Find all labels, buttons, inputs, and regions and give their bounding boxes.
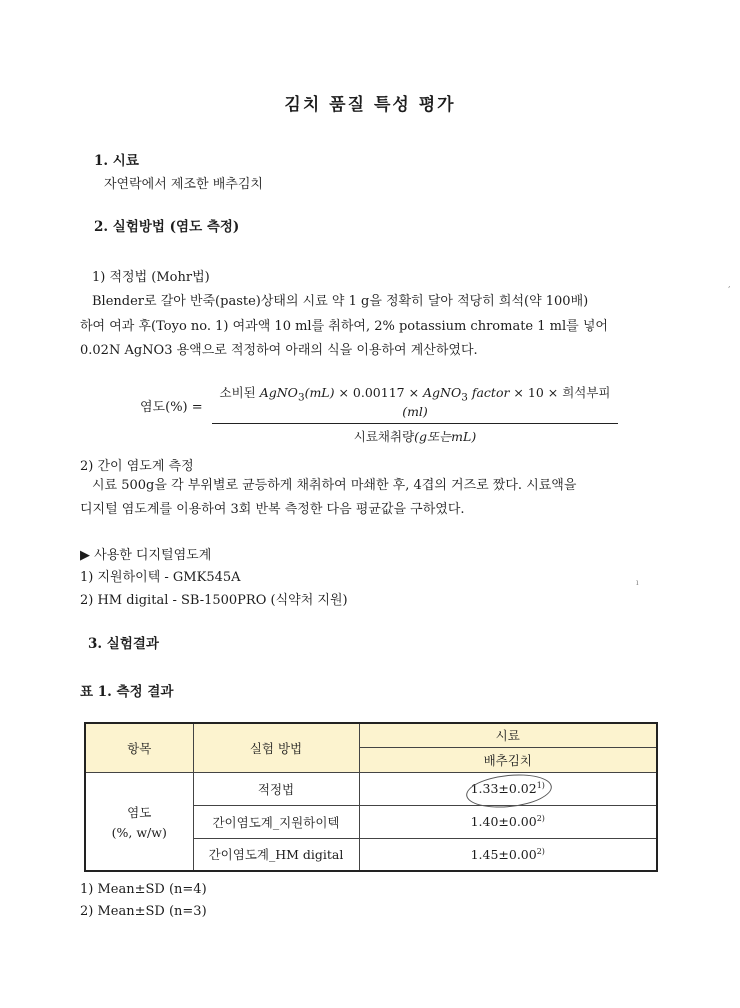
header-item: 항목 [85, 723, 193, 772]
value-cell: $1.45\pm 0.00^{2)}$ [359, 838, 657, 871]
formula-denominator: 시료채취량(g또는mL) [353, 428, 477, 444]
section-1-heading: 1. 시료 [94, 153, 139, 169]
value-cell: $1.40\pm 0.00^{2)}$ [359, 805, 657, 838]
value-cell: $1.33\pm 0.02^{1)}$ [359, 772, 657, 805]
formula-lhs: 염도(%) = [140, 400, 203, 415]
section-2-heading: 2. 실험방법 (염도 측정) [94, 219, 240, 235]
salinity-formula [212, 383, 618, 445]
sample-description: 자연락에서 제조한 배추김치 [104, 177, 263, 192]
devices-heading: ▶ 사용한 디지털염도계 [80, 548, 212, 563]
method-2-line-2: 디지털 염도계를 이용하여 3회 반복 측정한 다음 평균값을 구하였다. [80, 502, 465, 517]
fraction-bar [212, 423, 618, 424]
device-1: 1) 지원하이텍 - GMK545A [80, 570, 241, 585]
margin-mark: ı [636, 578, 639, 587]
document-title: 김치 품질 특성 평가 [284, 95, 456, 115]
results-table [84, 722, 658, 872]
method-cell: 적정법 [193, 772, 359, 805]
method-1-line-1: Blender로 갈아 반죽(paste)상태의 시료 약 1 g을 정확히 달아 적당히 희석(약 100배) [92, 294, 589, 309]
method-1-title: 1) 적정법 (Mohr법) [92, 270, 210, 285]
device-2: 2) HM digital - SB-1500PRO (식약처 지원) [80, 593, 348, 608]
method-1-line-3: 0.02N AgNO3 용액으로 적정하여 아래의 식을 이용하여 계산하였다. [80, 343, 478, 358]
method-2-title: 2) 간이 염도계 측정 [80, 459, 194, 474]
table-caption: 표 1. 측정 결과 [80, 684, 174, 700]
header-sample-kimchi: 배추김치 [359, 747, 657, 772]
footnote-1: 1) Mean±SD (n=4) [80, 882, 207, 897]
method-cell: 간이염도계_HM digital [193, 838, 359, 871]
formula-numerator: 소비된 AgNO$_3$(mL) × 0.00117 × AgNO$_3$ factor × 10 × 희석부피(ml) [219, 385, 611, 419]
method-2-line-1: 시료 500g을 각 부위별로 균등하게 채취하여 마쇄한 후, 4겹의 거즈로 짰다. 시료액을 [92, 478, 577, 493]
header-sample: 시료 [359, 723, 657, 747]
header-method: 실험 방법 [193, 723, 359, 772]
table-row [85, 772, 657, 805]
margin-mark: , [728, 280, 731, 289]
method-1-line-2: 하여 여과 후(Toyo no. 1) 여과액 10 ml를 취하여, 2% potassium chromate 1 ml를 넣어 [80, 319, 608, 334]
row-label-salinity: 염도 (%, w/w) [85, 772, 193, 871]
section-3-heading: 3. 실험결과 [88, 636, 159, 652]
method-cell: 간이염도계_지원하이텍 [193, 805, 359, 838]
footnote-2: 2) Mean±SD (n=3) [80, 904, 207, 919]
